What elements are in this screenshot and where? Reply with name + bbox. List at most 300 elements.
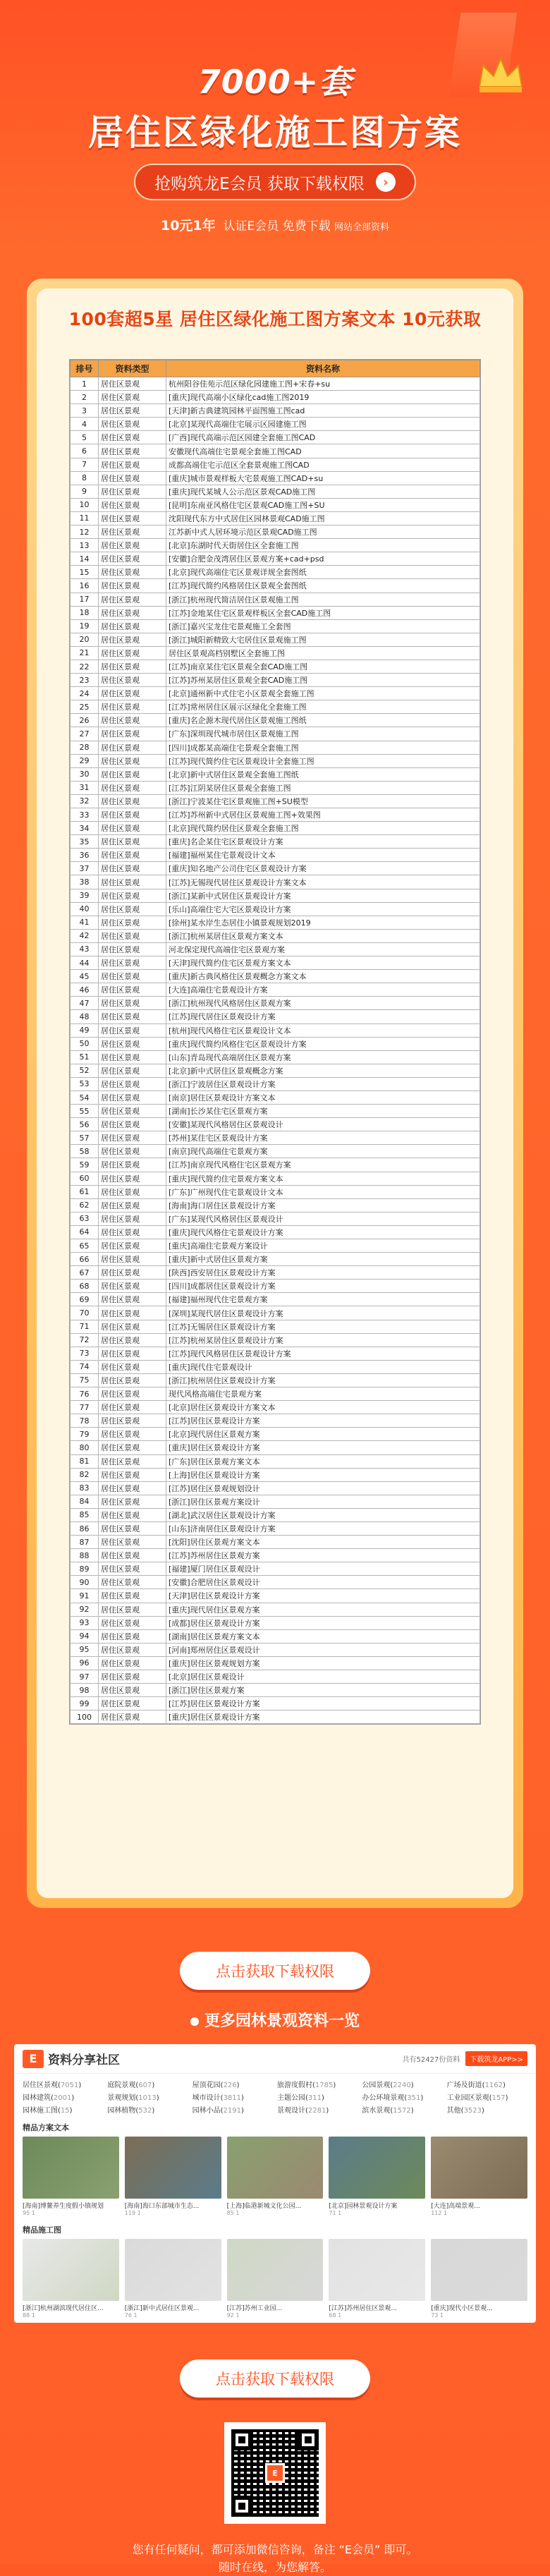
thumbnail-caption: [浙江]杭州湖滨现代居住区... (23, 2305, 104, 2312)
row-title[interactable]: [重庆]城市景观样板大宅景观施工图CAD+su (166, 471, 480, 485)
row-number: 62 (71, 1198, 99, 1212)
category-list (14, 2074, 536, 2120)
table-row (71, 983, 480, 997)
row-type: 居住区景观 (99, 1697, 166, 1711)
row-type: 居住区景观 (99, 1549, 166, 1562)
row-title[interactable]: [江苏]现代风格居住区景观设计方案 (166, 1347, 480, 1360)
row-number: 69 (71, 1293, 99, 1306)
thumbnail-stats: 119 1 (124, 2210, 141, 2216)
table-row (71, 511, 480, 525)
row-title[interactable]: [江苏]无锡居住区景观设计方案 (166, 1320, 480, 1333)
row-type: 居住区景观 (99, 418, 166, 431)
resource-thumbnail[interactable] (23, 2239, 119, 2319)
category-link[interactable]: 园林建筑(2001) (23, 2094, 75, 2102)
row-number: 17 (71, 593, 99, 606)
row-title[interactable]: [重庆]居住区景观设计方案 (166, 1711, 480, 1724)
row-title[interactable]: [重庆]知名地产公司住宅区景观设计方案 (166, 862, 480, 875)
row-title[interactable]: [浙江]杭州某居住区景观方案文本 (166, 929, 480, 942)
category-link[interactable]: 滨水景观(1572) (362, 2107, 414, 2115)
row-title[interactable]: [广东]某现代风格居住区景观设计 (166, 1212, 480, 1225)
table-row (71, 1320, 480, 1333)
table-row (71, 1239, 480, 1253)
row-title[interactable]: [江苏]苏州新中式居住区景观施工图+效果图 (166, 808, 480, 822)
row-title[interactable]: [湖北]武汉居住区景观设计方案 (166, 1508, 480, 1521)
row-title[interactable]: [浙江]杭州居住区景观设计方案 (166, 1373, 480, 1387)
resource-thumbnail[interactable] (329, 2137, 425, 2216)
row-title[interactable]: [江苏]苏州某居住区景观全套CAD施工图 (166, 674, 480, 687)
row-title[interactable]: [重庆]现代风格住宅景观设计方案 (166, 1225, 480, 1239)
table-row (71, 835, 480, 849)
row-title[interactable]: [江苏]居住区景观规划设计 (166, 1481, 480, 1495)
row-type: 居住区景观 (99, 714, 166, 727)
hero-subtitle: 10元1年 认证E会员 免费下载 网站全部资料 (160, 218, 390, 233)
row-number: 48 (71, 1010, 99, 1023)
row-type: 居住区景观 (99, 431, 166, 444)
category-link[interactable]: 城市设计(3811) (192, 2094, 244, 2102)
row-number: 51 (71, 1050, 99, 1064)
community-panel (14, 2044, 536, 2323)
row-title[interactable]: [重庆]居住区景观规划方案 (166, 1656, 480, 1670)
row-title[interactable]: [江苏]居住区景观设计方案 (166, 1414, 480, 1428)
row-title[interactable]: [福建]厦门居住区景观设计 (166, 1562, 480, 1576)
row-title[interactable]: [福建]福州某住宅景观设计文本 (166, 849, 480, 862)
row-title[interactable]: 安徽现代高端住宅景观全套施工图CAD (166, 444, 480, 458)
row-type: 居住区景观 (99, 660, 166, 673)
table-row (71, 916, 480, 929)
table-row (71, 1333, 480, 1347)
row-type: 居住区景观 (99, 1414, 166, 1428)
table-row (71, 1387, 480, 1401)
row-type: 居住区景观 (99, 1441, 166, 1454)
download-app-button[interactable]: 下载筑龙APP>> (465, 2051, 527, 2066)
row-number: 95 (71, 1643, 99, 1656)
get-download-access-button-2[interactable]: 点击获取下载权限 (180, 2359, 370, 2398)
thumbnail-stats: 92 1 (226, 2312, 240, 2319)
resource-table (69, 359, 481, 1725)
row-title[interactable]: [广东]居住区景观方案文本 (166, 1454, 480, 1468)
row-title[interactable]: [海南]海口居住区景观设计方案 (166, 1198, 480, 1212)
thumbnail-image (125, 2239, 221, 2301)
row-type: 居住区景观 (99, 1239, 166, 1253)
row-title[interactable]: [徐州]某水岸生态居住小镇景观规划2019 (166, 916, 480, 929)
row-number: 39 (71, 889, 99, 902)
table-row (71, 1185, 480, 1198)
row-type: 居住区景观 (99, 1468, 166, 1481)
row-title[interactable]: [重庆]现代住宅景观设计 (166, 1360, 480, 1373)
row-number: 87 (71, 1536, 99, 1549)
row-title[interactable]: [浙江]宁波居住区景观设计方案 (166, 1077, 480, 1090)
row-title[interactable]: [昆明]东南亚风格住宅区景观CAD施工图+SU (166, 498, 480, 511)
category-link[interactable]: 园林植物(532) (107, 2107, 155, 2115)
row-title[interactable]: [北京]居住区景观设计 (166, 1670, 480, 1684)
row-title[interactable]: [北京]现代简约居住区景观全套施工图 (166, 822, 480, 835)
row-number: 63 (71, 1212, 99, 1225)
row-type: 居住区景观 (99, 552, 166, 566)
row-title[interactable]: 江苏新中式人居环境示范区景观CAD施工图 (166, 525, 480, 539)
category-link[interactable]: 园林小品(2191) (192, 2107, 244, 2115)
row-title[interactable]: [安徽]某现代风格居住区景观设计 (166, 1118, 480, 1131)
thumbnail-caption: [江苏]苏州工业园... (226, 2305, 283, 2312)
row-number: 8 (71, 471, 99, 485)
row-title[interactable]: [苏州]某住宅区景观设计方案 (166, 1131, 480, 1145)
row-number: 46 (71, 983, 99, 997)
row-type: 居住区景观 (99, 1495, 166, 1508)
table-row (71, 970, 480, 983)
row-type: 居住区景观 (99, 875, 166, 889)
row-title[interactable]: [安徽]合肥金茂湾居住区景观方案+cad+psd (166, 552, 480, 566)
row-title[interactable]: [安徽]合肥居住区景观设计 (166, 1576, 480, 1589)
resource-thumbnail[interactable] (227, 2137, 324, 2216)
row-type: 居住区景观 (99, 1629, 166, 1643)
table-row (71, 997, 480, 1010)
hero-title: 居住区绿化施工图方案 (88, 112, 462, 153)
category-link[interactable]: 办公环境景观(351) (362, 2094, 424, 2102)
resource-thumbnail[interactable] (125, 2137, 221, 2216)
table-row (71, 956, 480, 970)
row-type: 居住区景观 (99, 1401, 166, 1414)
row-number: 34 (71, 822, 99, 835)
row-number: 23 (71, 674, 99, 687)
table-row (71, 404, 480, 418)
row-title[interactable]: [乐山]高端住宅大宅区景观设计方案 (166, 902, 480, 916)
row-number: 14 (71, 552, 99, 566)
table-row (71, 942, 480, 956)
row-title[interactable]: [江苏]江阴某居住区景观全套施工图 (166, 781, 480, 794)
table-row (71, 1064, 480, 1077)
row-title[interactable]: 居住区景观高档别墅区全套施工图 (166, 646, 480, 660)
row-type: 居住区景观 (99, 391, 166, 404)
row-type: 居住区景观 (99, 1684, 166, 1697)
row-number: 22 (71, 660, 99, 673)
row-title[interactable]: [重庆]名企某住宅区景观设计方案 (166, 835, 480, 849)
row-type: 居住区景观 (99, 511, 166, 525)
drawing-section-label: 精品施工图 (23, 2225, 61, 2235)
table-row (71, 714, 480, 727)
thumbnail-image (329, 2239, 425, 2301)
table-row (71, 1225, 480, 1239)
hero-banner (0, 0, 550, 254)
table-row (71, 754, 480, 767)
qr-logo-icon: E (265, 2463, 285, 2483)
row-title[interactable]: [山东]青岛现代高端居住区景观方案 (166, 1050, 480, 1064)
row-number: 85 (71, 1508, 99, 1521)
category-link[interactable]: 其他(3523) (446, 2107, 484, 2115)
row-title[interactable]: 现代风格高端住宅景观方案 (166, 1387, 480, 1401)
table-row (71, 485, 480, 498)
row-type: 居住区景观 (99, 1306, 166, 1320)
resource-thumbnail[interactable] (431, 2137, 527, 2216)
row-type: 居住区景观 (99, 1656, 166, 1670)
thumbnail-caption: [海南]海口东部城市生态... (124, 2203, 200, 2210)
table-row (71, 1105, 480, 1118)
table-row (71, 808, 480, 822)
row-title[interactable]: [重庆]名企源木现代居住区景观施工图纸 (166, 714, 480, 727)
table-row (71, 1280, 480, 1293)
row-number: 11 (71, 511, 99, 525)
row-title[interactable]: 杭州阳谷佳苑示范区绿化园建施工图+宋春+su (166, 377, 480, 391)
table-row (71, 579, 480, 593)
resource-thumbnail[interactable] (227, 2239, 324, 2319)
row-title[interactable]: [江苏]苏州居住区景观方案 (166, 1549, 480, 1562)
table-row (71, 1118, 480, 1131)
row-title[interactable]: [天津]新古典建筑园林平面图施工图cad (166, 404, 480, 418)
row-title[interactable]: [北京]居住区景观设计方案文本 (166, 1401, 480, 1414)
row-number: 84 (71, 1495, 99, 1508)
row-type: 居住区景观 (99, 1212, 166, 1225)
row-title[interactable]: [浙江]某新中式居住区景观设计方案 (166, 889, 480, 902)
row-title[interactable]: [湖南]长沙某住宅区景观方案 (166, 1105, 480, 1118)
row-title[interactable]: [四川]成都居住区景观设计方案 (166, 1280, 480, 1293)
table-row (71, 619, 480, 633)
row-title[interactable]: [杭州]现代风格住宅区景观设计文本 (166, 1023, 480, 1037)
row-type: 居住区景观 (99, 498, 166, 511)
row-title[interactable]: 沈阳现代东方中式居住区园林景观CAD施工图 (166, 511, 480, 525)
table-row (71, 1347, 480, 1360)
row-type: 居住区景观 (99, 767, 166, 781)
row-title[interactable]: [江苏]南京某住宅区景观全套CAD施工图 (166, 660, 480, 673)
row-title[interactable]: [沈阳]居住区景观方案文本 (166, 1536, 480, 1549)
table-row (71, 606, 480, 619)
row-title[interactable]: [浙江]城阳新精致大宅居住区景观施工图 (166, 633, 480, 646)
row-type: 居住区景观 (99, 1536, 166, 1549)
row-number: 93 (71, 1616, 99, 1629)
row-title[interactable]: [广东]深圳现代城市居住区景观施工图 (166, 727, 480, 741)
category-link[interactable]: 园林施工图(15) (23, 2107, 73, 2115)
buy-membership-button[interactable] (134, 164, 416, 200)
thumbnail-image (227, 2137, 324, 2199)
row-number: 92 (71, 1603, 99, 1616)
row-title[interactable]: [天津]现代简约住宅区景观方案文本 (166, 956, 480, 970)
row-title[interactable]: [浙江]居住区景观方案 (166, 1684, 480, 1697)
thumbnail-image (431, 2137, 527, 2199)
row-type: 居住区景观 (99, 1064, 166, 1077)
row-number: 30 (71, 767, 99, 781)
row-title[interactable]: [上海]居住区景观设计方案 (166, 1468, 480, 1481)
table-row (71, 1023, 480, 1037)
get-download-access-button[interactable]: 点击获取下载权限 (180, 1952, 370, 1990)
row-number: 1 (71, 377, 99, 391)
row-title[interactable]: [深圳]某现代居住区景观设计方案 (166, 1306, 480, 1320)
row-title[interactable]: [广东]广州现代住宅景观设计文本 (166, 1185, 480, 1198)
row-number: 35 (71, 835, 99, 849)
row-type: 居住区景观 (99, 942, 166, 956)
row-type: 居住区景观 (99, 822, 166, 835)
row-type: 居住区景观 (99, 1118, 166, 1131)
table-row (71, 1010, 480, 1023)
category-link[interactable]: 屋顶花园(226) (192, 2082, 240, 2089)
table-row (71, 1549, 480, 1562)
table-row (71, 902, 480, 916)
thumbnail-stats: 112 1 (431, 2210, 448, 2216)
column-header-number: 排号 (71, 360, 99, 377)
row-title[interactable]: [重庆]新古典风格住区景观概念方案文本 (166, 970, 480, 983)
resource-thumbnail[interactable] (125, 2239, 221, 2319)
row-number: 7 (71, 458, 99, 471)
row-title[interactable]: [浙江]宁波某住宅区景观施工图+SU模型 (166, 794, 480, 808)
category-link[interactable]: 旅游度假村(1785) (277, 2082, 336, 2089)
row-title[interactable]: [重庆]高端住宅景观方案设计 (166, 1239, 480, 1253)
table-row (71, 1616, 480, 1629)
row-type: 居住区景观 (99, 889, 166, 902)
table-row (71, 1697, 480, 1711)
table-row (71, 391, 480, 404)
row-title[interactable]: [北京]通州新中式住宅小区景观全套施工图 (166, 687, 480, 700)
row-number: 6 (71, 444, 99, 458)
row-title[interactable]: [江苏]居住区景观设计方案 (166, 1697, 480, 1711)
row-number: 79 (71, 1428, 99, 1441)
table-row (71, 1684, 480, 1697)
row-title[interactable]: [陕西]西安居住区景观设计方案 (166, 1266, 480, 1280)
row-title[interactable]: [广西]现代高端示范区园建全套施工图CAD (166, 431, 480, 444)
row-type: 居住区景观 (99, 835, 166, 849)
row-title[interactable]: [江苏]杭州某居住区景观设计方案 (166, 1333, 480, 1347)
row-title[interactable]: [重庆]现代简约住宅景观方案文本 (166, 1172, 480, 1185)
thumbnail-caption: [海南]博鳌养生度假小镇规划 (23, 2203, 104, 2210)
row-title[interactable]: [浙江]居住区景观方案设计 (166, 1495, 480, 1508)
row-title[interactable]: [北京]东湖时代天街居住区全套施工图 (166, 539, 480, 552)
table-row (71, 822, 480, 835)
row-title[interactable]: [江苏]金地某住宅区景观样板区全套CAD施工图 (166, 606, 480, 619)
row-title[interactable]: [北京]现代高端住宅区景观详规全套图纸 (166, 566, 480, 579)
row-title[interactable]: [重庆]现代某城人公示范区景观CAD施工图 (166, 485, 480, 498)
row-type: 居住区景观 (99, 1589, 166, 1603)
row-title[interactable]: [福建]福州现代住宅景观方案 (166, 1293, 480, 1306)
row-title[interactable]: [浙江]嘉兴宝龙住宅景观施工全套图 (166, 619, 480, 633)
row-number: 28 (71, 741, 99, 754)
row-title[interactable]: [北京]新中式居住区景观全套施工图纸 (166, 767, 480, 781)
row-title[interactable]: [重庆]居住区景观设计方案 (166, 1441, 480, 1454)
row-title[interactable]: [江苏]常州居住区展示区绿化全套施工图 (166, 700, 480, 714)
thumbnail-image (23, 2239, 119, 2301)
card-title: 100套超5星 居住区绿化施工图方案文本 10元获取 (68, 309, 482, 329)
row-number: 60 (71, 1172, 99, 1185)
row-title[interactable]: [重庆]现代居住区景观方案 (166, 1603, 480, 1616)
row-number: 53 (71, 1077, 99, 1090)
row-number: 5 (71, 431, 99, 444)
row-title[interactable]: [江苏]南京现代风格住宅区景观方案 (166, 1158, 480, 1172)
resource-thumbnail[interactable] (431, 2239, 527, 2319)
row-title[interactable]: [南京]居住区景观设计方案文本 (166, 1090, 480, 1104)
row-number: 4 (71, 418, 99, 431)
resource-thumbnail[interactable] (23, 2137, 119, 2216)
row-number: 100 (71, 1711, 99, 1724)
row-number: 66 (71, 1253, 99, 1266)
row-number: 15 (71, 566, 99, 579)
category-link[interactable]: 公园景观(2240) (362, 2082, 414, 2089)
category-link[interactable]: 工业园区景观(157) (446, 2094, 508, 2102)
row-title[interactable]: [北京]某现代高端住宅展示区园建施工图 (166, 418, 480, 431)
row-type: 居住区景观 (99, 619, 166, 633)
row-type: 居住区景观 (99, 1562, 166, 1576)
row-number: 59 (71, 1158, 99, 1172)
row-type: 居住区景观 (99, 1172, 166, 1185)
resource-count: 共有52427份资料 (402, 2056, 460, 2064)
table-row (71, 1495, 480, 1508)
row-type: 居住区景观 (99, 1360, 166, 1373)
category-link[interactable]: 景观设计(2281) (277, 2107, 329, 2115)
row-number: 19 (71, 619, 99, 633)
row-title[interactable]: [江苏]现代居住区景观设计方案 (166, 1010, 480, 1023)
row-title[interactable]: 成都高端住宅示范区全套景观施工图CAD (166, 458, 480, 471)
row-title[interactable]: [山东]济南居住区景观设计方案 (166, 1521, 480, 1535)
row-type: 居住区景观 (99, 1131, 166, 1145)
row-number: 43 (71, 942, 99, 956)
row-type: 居住区景观 (99, 970, 166, 983)
row-title[interactable]: [湖南]居住区景观方案文本 (166, 1629, 480, 1643)
row-title[interactable]: [大连]高端住宅景观设计方案 (166, 983, 480, 997)
row-title[interactable]: [江苏]现代简约住宅区景观设计全套施工图 (166, 754, 480, 767)
row-type: 居住区景观 (99, 1023, 166, 1037)
arrow-right-icon: › (376, 172, 396, 192)
row-number: 27 (71, 727, 99, 741)
row-number: 10 (71, 498, 99, 511)
row-title[interactable]: [重庆]现代简约风格住宅区景观设计方案 (166, 1037, 480, 1050)
row-title[interactable]: [南京]现代高端住宅景观方案 (166, 1145, 480, 1158)
thumbnail-stats: 68 1 (329, 2312, 342, 2319)
table-row (71, 498, 480, 511)
row-number: 86 (71, 1521, 99, 1535)
row-number: 16 (71, 579, 99, 593)
row-title[interactable]: [成都]居住区景观设计方案 (166, 1616, 480, 1629)
row-number: 18 (71, 606, 99, 619)
row-number: 80 (71, 1441, 99, 1454)
row-title[interactable]: [浙江]杭州现代风格居住区景观方案 (166, 997, 480, 1010)
category-link[interactable]: 居住区景观(7051) (23, 2082, 82, 2089)
row-number: 83 (71, 1481, 99, 1495)
table-row (71, 418, 480, 431)
category-link[interactable]: 主题公园(311) (277, 2094, 324, 2102)
row-type: 居住区景观 (99, 1643, 166, 1656)
row-title[interactable]: [浙江]杭州现代简洁居住区景观施工图 (166, 593, 480, 606)
row-title[interactable]: [北京]现代居住区景观方案 (166, 1428, 480, 1441)
row-type: 居住区景观 (99, 633, 166, 646)
row-number: 82 (71, 1468, 99, 1481)
table-row (71, 1050, 480, 1064)
row-number: 61 (71, 1185, 99, 1198)
row-number: 94 (71, 1629, 99, 1643)
row-number: 49 (71, 1023, 99, 1037)
table-row (71, 889, 480, 902)
community-name: 资料分享社区 (48, 2053, 120, 2067)
row-title[interactable]: [北京]新中式居住区景观概念方案 (166, 1064, 480, 1077)
row-type: 居住区景观 (99, 1225, 166, 1239)
row-number: 68 (71, 1280, 99, 1293)
zhulong-logo-icon: E (23, 2050, 44, 2068)
row-title[interactable]: [重庆]现代高端小区绿化cad施工图2019 (166, 391, 480, 404)
category-link[interactable]: 广场及街道(1162) (446, 2082, 506, 2089)
table-row (71, 1158, 480, 1172)
row-number: 45 (71, 970, 99, 983)
row-title[interactable]: [江苏]现代简约风格居住区景观全套图纸 (166, 579, 480, 593)
resource-thumbnail[interactable] (329, 2239, 425, 2319)
row-title[interactable]: [河南]郑州居住区景观设计 (166, 1643, 480, 1656)
table-row (71, 1266, 480, 1280)
category-link[interactable]: 庭院景观(607) (107, 2082, 155, 2089)
row-title[interactable]: [重庆]新中式居住区景观方案 (166, 1253, 480, 1266)
row-title[interactable]: [江苏]无锡现代居住区景观设计方案文本 (166, 875, 480, 889)
row-title[interactable]: [四川]成都某高端住宅景观全套施工图 (166, 741, 480, 754)
row-type: 居住区景观 (99, 566, 166, 579)
thumbnail-caption: [北京]园林景观设计方案 (329, 2203, 398, 2210)
row-type: 居住区景观 (99, 674, 166, 687)
row-type: 居住区景观 (99, 1508, 166, 1521)
category-link[interactable]: 景观规划(1013) (107, 2094, 159, 2102)
row-title[interactable]: 河北保定现代高端住宅区景观方案 (166, 942, 480, 956)
table-row (71, 566, 480, 579)
hero-title-count: 7000+套 (197, 63, 353, 101)
row-type: 居住区景观 (99, 916, 166, 929)
row-title[interactable]: [天津]居住区景观设计方案 (166, 1589, 480, 1603)
